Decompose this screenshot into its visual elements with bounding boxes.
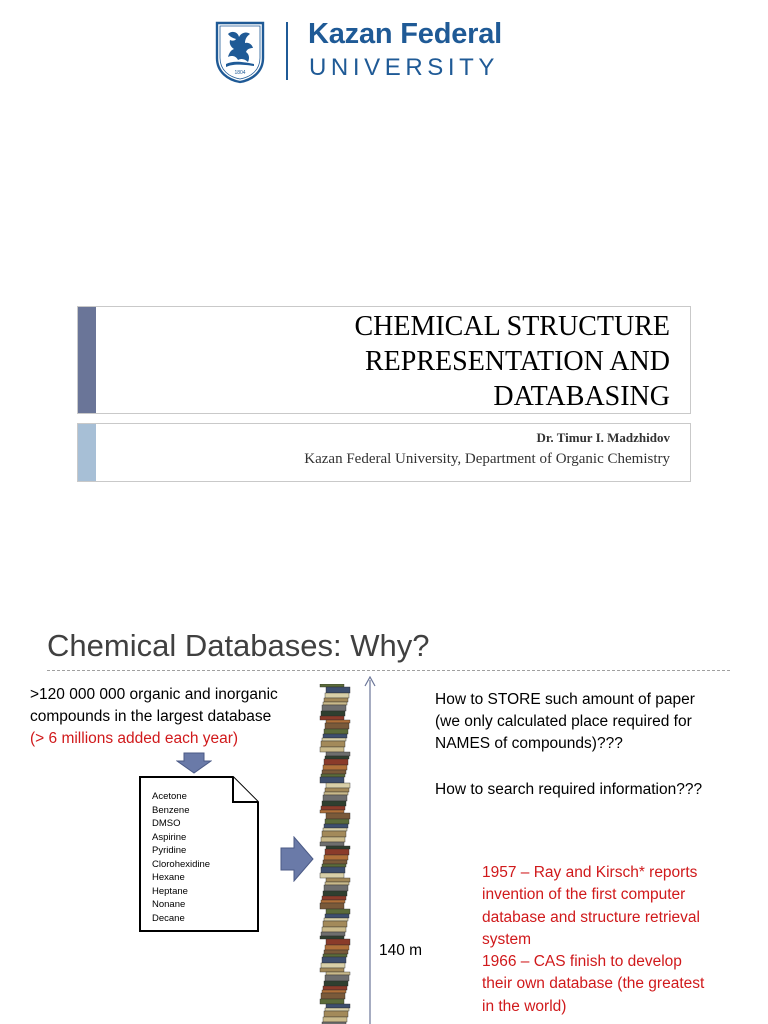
paper-stack-sheet (322, 770, 346, 774)
paper-stack-sheet (325, 849, 349, 855)
kfu-emblem-icon (214, 20, 266, 84)
paper-stack-sheet (324, 792, 348, 795)
paper-stack-sheet (325, 756, 349, 759)
list-item: Pyridine (152, 845, 187, 856)
paper-stack-sheet (321, 900, 345, 903)
paper-stack-sheet (321, 711, 345, 716)
paper-stack-sheet (326, 752, 350, 756)
list-item: Clorohexidine (152, 858, 211, 870)
paper-stack-sheet (326, 972, 350, 975)
list-item: Decane (152, 912, 185, 924)
title-line-2: REPRESENTATION AND (365, 346, 670, 377)
logo-divider (286, 22, 288, 80)
paper-stack-sheet (320, 873, 344, 878)
history-line-5: 1966 – CAS finish to develop (482, 953, 682, 971)
paper-stack-sheet (323, 795, 347, 801)
subtitle-accent-bar (78, 424, 96, 481)
title-divider (47, 670, 730, 671)
content-slide (0, 592, 768, 1024)
paper-stack-sheet (323, 891, 347, 896)
paper-stack-image (319, 684, 351, 1024)
paper-stack-sheet (326, 939, 350, 945)
author-name: Dr. Timur I. Madzhidov (536, 430, 670, 445)
list-item: Acetone (152, 791, 187, 802)
paper-stack-sheet (325, 975, 349, 981)
paper-stack-sheet (321, 837, 345, 842)
paper-stack-sheet (321, 963, 345, 968)
storage-question-line-3: NAMES of compounds)??? (435, 735, 623, 752)
title-line-1: CHEMICAL STRUCTURE (354, 311, 670, 342)
list-item: Benzene (152, 804, 190, 816)
search-question: How to search required information??? (435, 781, 703, 798)
history-line-2: invention of the first computer (482, 886, 686, 904)
history-line-3: database and structure retrieval (482, 908, 700, 926)
title-box (77, 306, 691, 414)
paper-stack-sheet (321, 806, 345, 810)
paper-stack-sheet (324, 981, 348, 986)
paper-stack-sheet (322, 990, 346, 993)
paper-stack-sheet (325, 945, 349, 950)
presentation-title (354, 309, 670, 414)
compound-count-text (30, 684, 278, 750)
history-line-4: system (482, 930, 532, 948)
paper-stack-sheet (323, 734, 347, 738)
height-label: 140 m (379, 942, 423, 959)
paper-stack-sheet (320, 684, 344, 687)
paper-stack-sheet (321, 741, 345, 747)
paper-stack-sheet (320, 777, 344, 783)
paper-stack-sheet (321, 932, 345, 936)
paper-stack-sheet (323, 702, 347, 705)
paper-stack-sheet (322, 927, 346, 932)
right-arrow-icon (280, 836, 314, 882)
paper-stack-sheet (324, 885, 348, 891)
history-line-6: their own database (the greatest (482, 975, 705, 993)
title-accent-bar (78, 307, 96, 413)
paper-stack-sheet (324, 950, 348, 954)
title-line-3: DATABASING (493, 381, 670, 412)
paper-stack-sheet (324, 918, 348, 921)
paper-stack-sheet (322, 801, 346, 806)
paper-stack-sheet (321, 993, 345, 999)
compound-count-line-1: >120 000 000 organic and inorganic (30, 686, 278, 703)
logo-name: Kazan Federal (308, 18, 503, 50)
logo-year: 1804 (234, 70, 246, 76)
paper-stack-sheet (324, 759, 348, 765)
paper-stack-sheet (323, 986, 347, 990)
history-line-7: in the world) (482, 997, 567, 1015)
paper-stack-sheet (321, 774, 345, 777)
compound-list (152, 790, 210, 925)
history-text (482, 862, 752, 1018)
paper-stack-sheet (323, 765, 347, 770)
paper-stack-sheet (324, 855, 348, 860)
paper-stack-sheet (323, 828, 347, 831)
storage-question-line-1: How to STORE such amount of paper (435, 691, 695, 708)
paper-stack-sheet (324, 824, 348, 828)
down-arrow-icon (176, 752, 212, 774)
paper-stack-sheet (320, 810, 344, 813)
list-item: Hexane (152, 872, 185, 883)
paper-stack-sheet (325, 819, 349, 824)
university-logo (214, 20, 524, 84)
paper-stack-sheet (326, 1004, 350, 1008)
history-line-1: 1957 – Ray and Kirsch* reports (482, 864, 698, 881)
paper-stack-sheet (320, 968, 344, 972)
paper-stack-sheet (323, 860, 347, 864)
list-item: Heptane (152, 885, 188, 897)
paper-stack-sheet (326, 813, 350, 819)
paper-stack-sheet (324, 698, 348, 702)
paper-stack-sheet (323, 1017, 347, 1022)
yearly-growth-text: (> 6 millions added each year) (30, 730, 239, 747)
paper-stack-sheet (325, 1008, 349, 1011)
paper-stack-sheet (323, 921, 347, 927)
author-affiliation: Kazan Federal University, Department of Organic Chemistry (304, 451, 670, 467)
paper-stack-sheet (326, 909, 350, 914)
logo-subtitle: UNIVERSITY (309, 54, 500, 81)
paper-stack-sheet (326, 720, 350, 723)
paper-stack-sheet (322, 864, 346, 867)
paper-stack-sheet (321, 867, 345, 873)
paper-stack-sheet (322, 738, 346, 741)
list-item: Nonane (152, 899, 186, 910)
height-arrow-icon (364, 676, 376, 1024)
paper-stack-sheet (322, 705, 346, 711)
paper-stack-sheet (325, 693, 349, 698)
paper-stack-sheet (320, 716, 344, 720)
paper-stack-sheet (326, 846, 350, 849)
paper-stack-sheet (322, 896, 346, 900)
paper-stack-sheet (320, 999, 344, 1004)
paper-stack-sheet (320, 936, 344, 939)
paper-stack-sheet (322, 957, 346, 963)
paper-stack-sheet (326, 878, 350, 882)
paper-stack-sheet (325, 882, 349, 885)
paper-stack-sheet (323, 954, 347, 957)
paper-stack-sheet (324, 1011, 348, 1017)
compound-count-line-2: compounds in the largest database (30, 708, 272, 725)
paper-stack-sheet (326, 783, 350, 788)
paper-stack-sheet (320, 842, 344, 846)
slide-title: Chemical Databases: Why? (47, 628, 430, 663)
list-item: Aspirine (152, 831, 187, 843)
paper-stack-sheet (325, 914, 349, 918)
paper-stack-sheet (326, 687, 350, 693)
compound-list-document (139, 776, 259, 932)
paper-stack-sheet (324, 729, 348, 734)
storage-question-line-2: (we only calculated place required for (435, 713, 692, 730)
paper-stack-sheet (322, 831, 346, 837)
paper-stack-sheet (325, 788, 349, 792)
paper-stack-sheet (320, 903, 344, 909)
paper-stack-sheet (325, 723, 349, 729)
subtitle-box (77, 423, 691, 482)
storage-question (435, 689, 695, 755)
list-item: DMSO (152, 818, 181, 829)
paper-stack-sheet (320, 747, 344, 752)
